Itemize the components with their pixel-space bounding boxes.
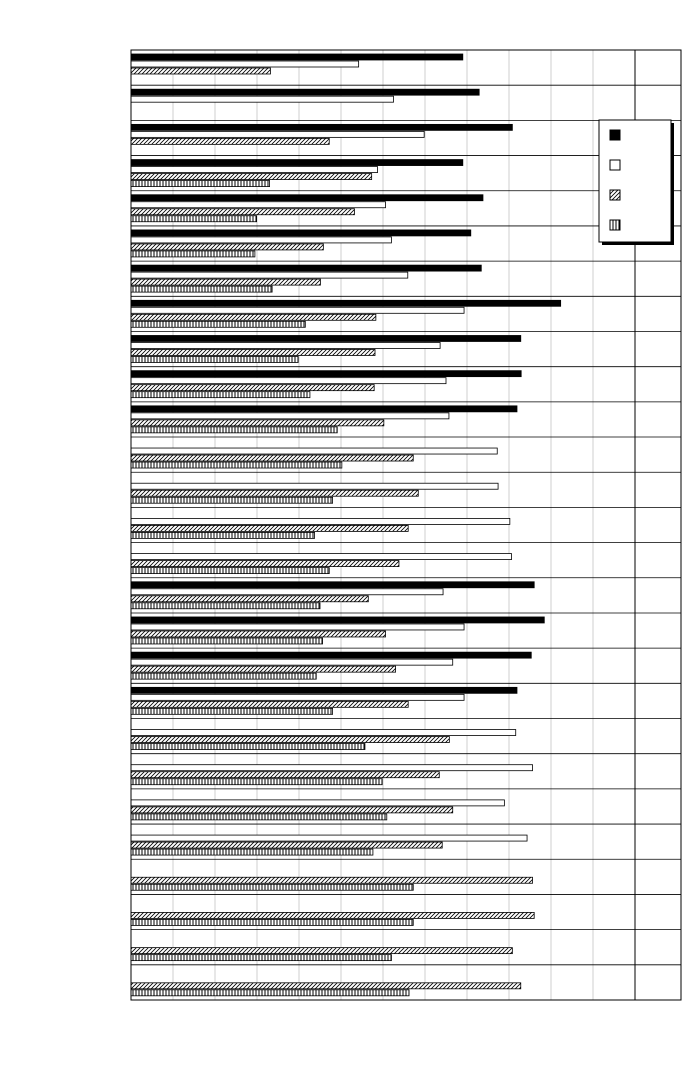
bar-series-4: [131, 568, 329, 574]
bar-series-4: [131, 286, 272, 292]
bar-series-1: [131, 687, 517, 693]
bar-series-3: [131, 842, 442, 848]
bar-series-1: [131, 406, 517, 412]
bar-series-2: [131, 307, 464, 313]
bar-series-1: [131, 160, 463, 166]
bar-series-2: [131, 342, 440, 348]
bar-series-1: [131, 265, 481, 271]
legend-swatch-1: [610, 130, 620, 140]
bar-series-4: [131, 532, 315, 538]
bar-series-1: [131, 300, 561, 306]
bar-series-1: [131, 335, 521, 341]
bar-series-2: [131, 518, 510, 524]
bar-series-2: [131, 624, 464, 630]
bar-series-1: [131, 230, 471, 236]
legend: [599, 120, 674, 245]
bar-series-3: [131, 209, 354, 215]
bar-series-3: [131, 279, 320, 285]
bar-series-1: [131, 652, 531, 658]
bar-series-2: [131, 167, 378, 173]
bar-series-4: [131, 884, 413, 890]
bar-series-2: [131, 589, 443, 595]
bar-series-3: [131, 737, 449, 743]
bar-series-4: [131, 849, 373, 855]
bar-series-2: [131, 483, 498, 489]
bar-series-4: [131, 919, 413, 925]
bar-series-4: [131, 356, 298, 362]
bar-series-4: [131, 990, 409, 996]
bar-series-2: [131, 96, 394, 102]
bar-series-3: [131, 561, 399, 567]
bar-series-2: [131, 131, 424, 137]
bar-series-2: [131, 61, 359, 67]
bar-series-4: [131, 181, 270, 187]
bar-series-3: [131, 314, 376, 320]
bar-series-2: [131, 272, 408, 278]
bar-series-3: [131, 666, 396, 672]
bar-series-2: [131, 730, 516, 736]
bar-series-4: [131, 216, 257, 222]
bar-series-1: [131, 54, 463, 60]
bar-series-4: [131, 321, 305, 327]
bar-series-4: [131, 814, 387, 820]
bar-series-2: [131, 835, 527, 841]
bar-series-3: [131, 772, 439, 778]
bar-series-4: [131, 251, 255, 257]
bar-series-3: [131, 138, 329, 144]
bar-series-4: [131, 708, 333, 714]
bar-series-4: [131, 603, 320, 609]
bar-series-1: [131, 617, 544, 623]
bar-series-2: [131, 765, 533, 771]
bar-series-2: [131, 448, 497, 454]
bar-series-4: [131, 673, 316, 679]
bar-series-2: [131, 694, 464, 700]
bar-series-1: [131, 371, 521, 377]
bar-series-4: [131, 955, 391, 961]
bar-series-3: [131, 807, 453, 813]
bar-series-1: [131, 195, 483, 201]
legend-swatch-4: [610, 220, 620, 230]
bar-series-3: [131, 490, 418, 496]
bar-series-2: [131, 202, 386, 208]
bar-series-4: [131, 638, 323, 644]
bar-series-3: [131, 631, 386, 637]
bar-series-4: [131, 462, 342, 468]
bar-series-3: [131, 68, 270, 74]
bar-series-2: [131, 800, 504, 806]
bar-series-1: [131, 89, 479, 95]
bar-series-2: [131, 378, 446, 384]
bar-series-2: [131, 554, 512, 560]
legend-swatch-3: [610, 190, 620, 200]
bar-series-4: [131, 427, 337, 433]
bar-series-3: [131, 525, 408, 531]
bar-series-1: [131, 124, 512, 130]
bar-series-3: [131, 701, 408, 707]
bar-series-3: [131, 455, 413, 461]
bar-series-3: [131, 174, 372, 180]
bar-series-3: [131, 420, 384, 426]
bar-series-3: [131, 349, 375, 355]
bar-series-3: [131, 983, 521, 989]
bar-series-4: [131, 779, 382, 785]
bar-series-3: [131, 244, 323, 250]
bar-series-3: [131, 877, 533, 883]
bar-series-3: [131, 385, 374, 391]
bar-series-1: [131, 582, 534, 588]
bar-series-4: [131, 744, 365, 750]
bar-series-3: [131, 948, 512, 954]
bar-series-2: [131, 659, 453, 665]
legend-swatch-2: [610, 160, 620, 170]
bar-series-3: [131, 912, 534, 918]
bar-series-3: [131, 596, 368, 602]
bar-series-2: [131, 237, 391, 243]
bar-series-4: [131, 392, 310, 398]
bar-series-4: [131, 497, 333, 503]
bar-series-2: [131, 413, 449, 419]
